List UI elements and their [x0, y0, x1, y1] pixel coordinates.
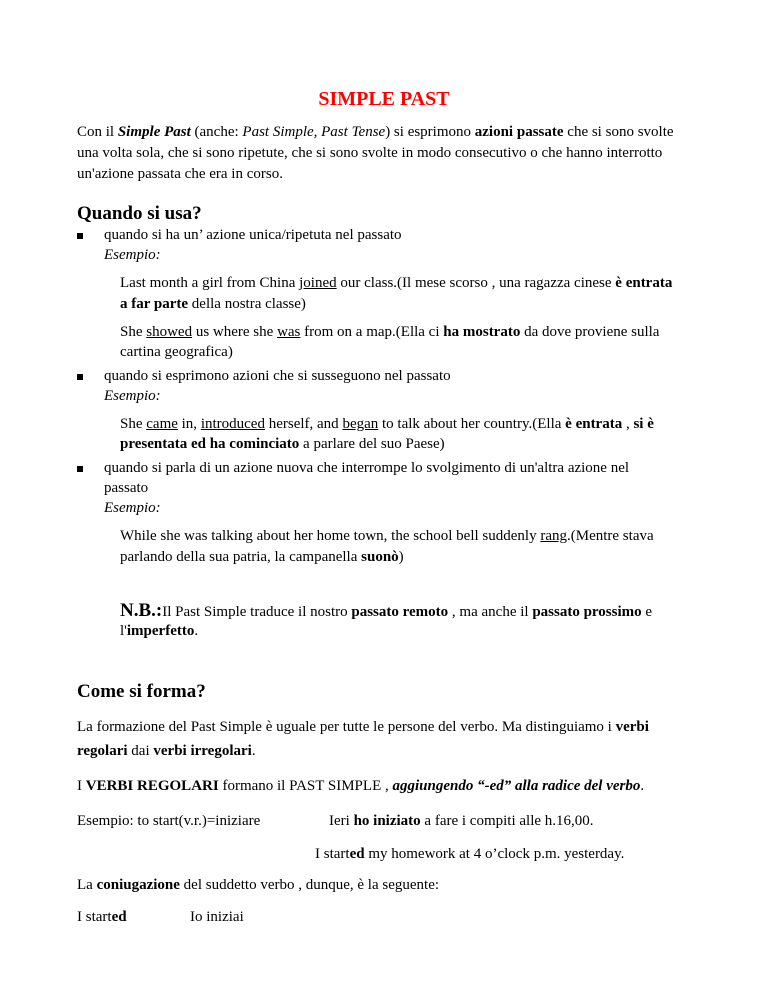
text: del suddetto verbo , dunque, è la seguente:	[179, 877, 440, 893]
text-bold: verbi irregolari	[153, 743, 252, 759]
conj-row-en	[77, 906, 127, 929]
conj-row-it: Io iniziai	[190, 909, 244, 925]
text-italic: Past Simple, Past Tense	[242, 124, 386, 140]
text: my homework at 4 o’clock p.m. yesterday.	[364, 846, 625, 862]
text: La	[77, 877, 97, 893]
text: .(Mentre stava	[567, 528, 654, 544]
bullet-marker	[77, 466, 83, 472]
text-bold: imperfetto	[126, 623, 195, 639]
text-underlined: joined	[299, 275, 337, 291]
bullet-marker	[77, 233, 83, 239]
text: us where she	[192, 324, 278, 340]
form-p1-line1	[77, 716, 649, 739]
text: Last month a girl from China	[120, 275, 300, 291]
text-bold: coniugazione	[96, 877, 180, 893]
text: Con il	[77, 124, 118, 140]
text-bold: verbi	[615, 719, 649, 735]
text-italic: Esempio:	[104, 247, 161, 263]
text: I	[77, 778, 86, 794]
text-underlined: introduced	[200, 416, 265, 432]
text-underlined: came	[146, 416, 178, 432]
text: formano il PAST SIMPLE ,	[218, 778, 393, 794]
text: .	[251, 743, 256, 759]
bullet1-ex1-line1	[120, 272, 672, 295]
text-bold: è entrata	[565, 416, 623, 432]
example-right-2	[315, 843, 624, 866]
text: She	[120, 416, 147, 432]
text-bold: è entrata	[615, 275, 673, 291]
bullet2-ex-line2	[120, 433, 445, 456]
text-bold: ed	[111, 909, 127, 925]
text: La formazione del Past Simple è uguale per tutte le persone del verbo. Ma distinguiamo i	[77, 719, 616, 735]
intro-line-1	[77, 121, 674, 144]
text-bold-italic: Simple Past	[117, 124, 191, 140]
text-bold: ed	[349, 846, 365, 862]
text-bold: passato remoto	[351, 604, 449, 620]
text-underlined: showed	[146, 324, 193, 340]
intro-line-2: una volta sola, che si sono ripetute, che si sono svolte in modo consecutivo o che hanno interrotto	[77, 145, 663, 161]
text-bold: regolari	[77, 743, 128, 759]
bullet3-ex-line1	[120, 525, 654, 548]
text-bold: si è	[633, 416, 654, 432]
example-right	[329, 810, 594, 833]
form-p1-line2	[77, 740, 256, 763]
nb-label: N.B.:	[120, 600, 163, 621]
bullet1-ex1-line2	[120, 293, 306, 316]
text-bold: passato prossimo	[532, 604, 642, 620]
text-bold: ha mostrato	[443, 324, 521, 340]
conj-intro	[77, 874, 439, 897]
bullet2-example-label	[104, 385, 161, 408]
text-bold: VERBI REGOLARI	[85, 778, 219, 794]
intro-line-3: un'azione passata che era in corso.	[77, 166, 283, 182]
text-bold: presentata ed ha cominciato	[120, 436, 300, 452]
text-underlined: was	[277, 324, 301, 340]
text: a fare i compiti alle h.16,00.	[420, 813, 594, 829]
text: Ieri	[329, 813, 354, 829]
text: ,	[622, 416, 634, 432]
bullet-marker	[77, 374, 83, 380]
text-bold: a far parte	[120, 296, 189, 312]
bullet3-ex-line2	[120, 546, 404, 569]
text: from on a map.(Ella ci	[300, 324, 444, 340]
nb-line2	[120, 620, 198, 643]
text: parlando della sua patria, la campanella	[120, 549, 362, 565]
text: della nostra classe)	[188, 296, 306, 312]
text-italic: Esempio:	[104, 500, 161, 516]
text: , ma anche il	[448, 604, 533, 620]
bullet3-line2: passato	[104, 480, 149, 496]
page-title: SIMPLE PAST	[318, 88, 450, 110]
text: )	[398, 549, 404, 565]
text: l'	[120, 623, 127, 639]
text: She	[120, 324, 147, 340]
text: in,	[177, 416, 201, 432]
text: ) si esprimono	[385, 124, 475, 140]
text: che si sono svolte	[563, 124, 674, 140]
form-p2	[77, 775, 644, 798]
text: While she was talking about her home town, the school bell suddenly	[120, 528, 541, 544]
text: a parlare del suo Paese)	[299, 436, 445, 452]
bullet3-line1: quando si parla di un azione nuova che interrompe lo svolgimento di un'altra azione nel	[104, 460, 630, 476]
text: e	[641, 604, 653, 620]
text: I start	[77, 909, 112, 925]
example-left: Esempio: to start(v.r.)=iniziare	[77, 813, 261, 829]
text: da dove proviene sulla	[520, 324, 660, 340]
text: to talk about her country.(Ella	[378, 416, 566, 432]
text: our class.(Il mese scorso , una ragazza cinese	[336, 275, 616, 291]
text: (anche:	[190, 124, 243, 140]
text: herself, and	[264, 416, 343, 432]
text-bold-italic: aggiungendo “-ed” alla radice del verbo	[392, 778, 641, 794]
bullet1-ex2-line2: cartina geografica)	[120, 344, 233, 360]
text-underlined: rang	[540, 528, 567, 544]
nb-line1	[120, 597, 652, 626]
heading-form: Come si forma?	[77, 681, 206, 702]
heading-usage: Quando si usa?	[77, 203, 202, 224]
bullet1-text: quando si ha un’ azione unica/ripetuta nel passato	[104, 227, 402, 243]
text: .	[194, 623, 199, 639]
text-bold: ho iniziato	[353, 813, 421, 829]
text: Il Past Simple traduce il nostro	[162, 604, 352, 620]
text-bold: azioni passate	[474, 124, 564, 140]
bullet2-text: quando si esprimono azioni che si susseguono nel passato	[104, 368, 451, 384]
bullet3-example-label	[104, 497, 161, 520]
text: I start	[315, 846, 350, 862]
text: dai	[127, 743, 154, 759]
text-italic: Esempio:	[104, 388, 161, 404]
bullet1-example-label	[104, 244, 161, 267]
text-underlined: began	[342, 416, 379, 432]
text: .	[640, 778, 645, 794]
text-bold: suonò	[361, 549, 399, 565]
